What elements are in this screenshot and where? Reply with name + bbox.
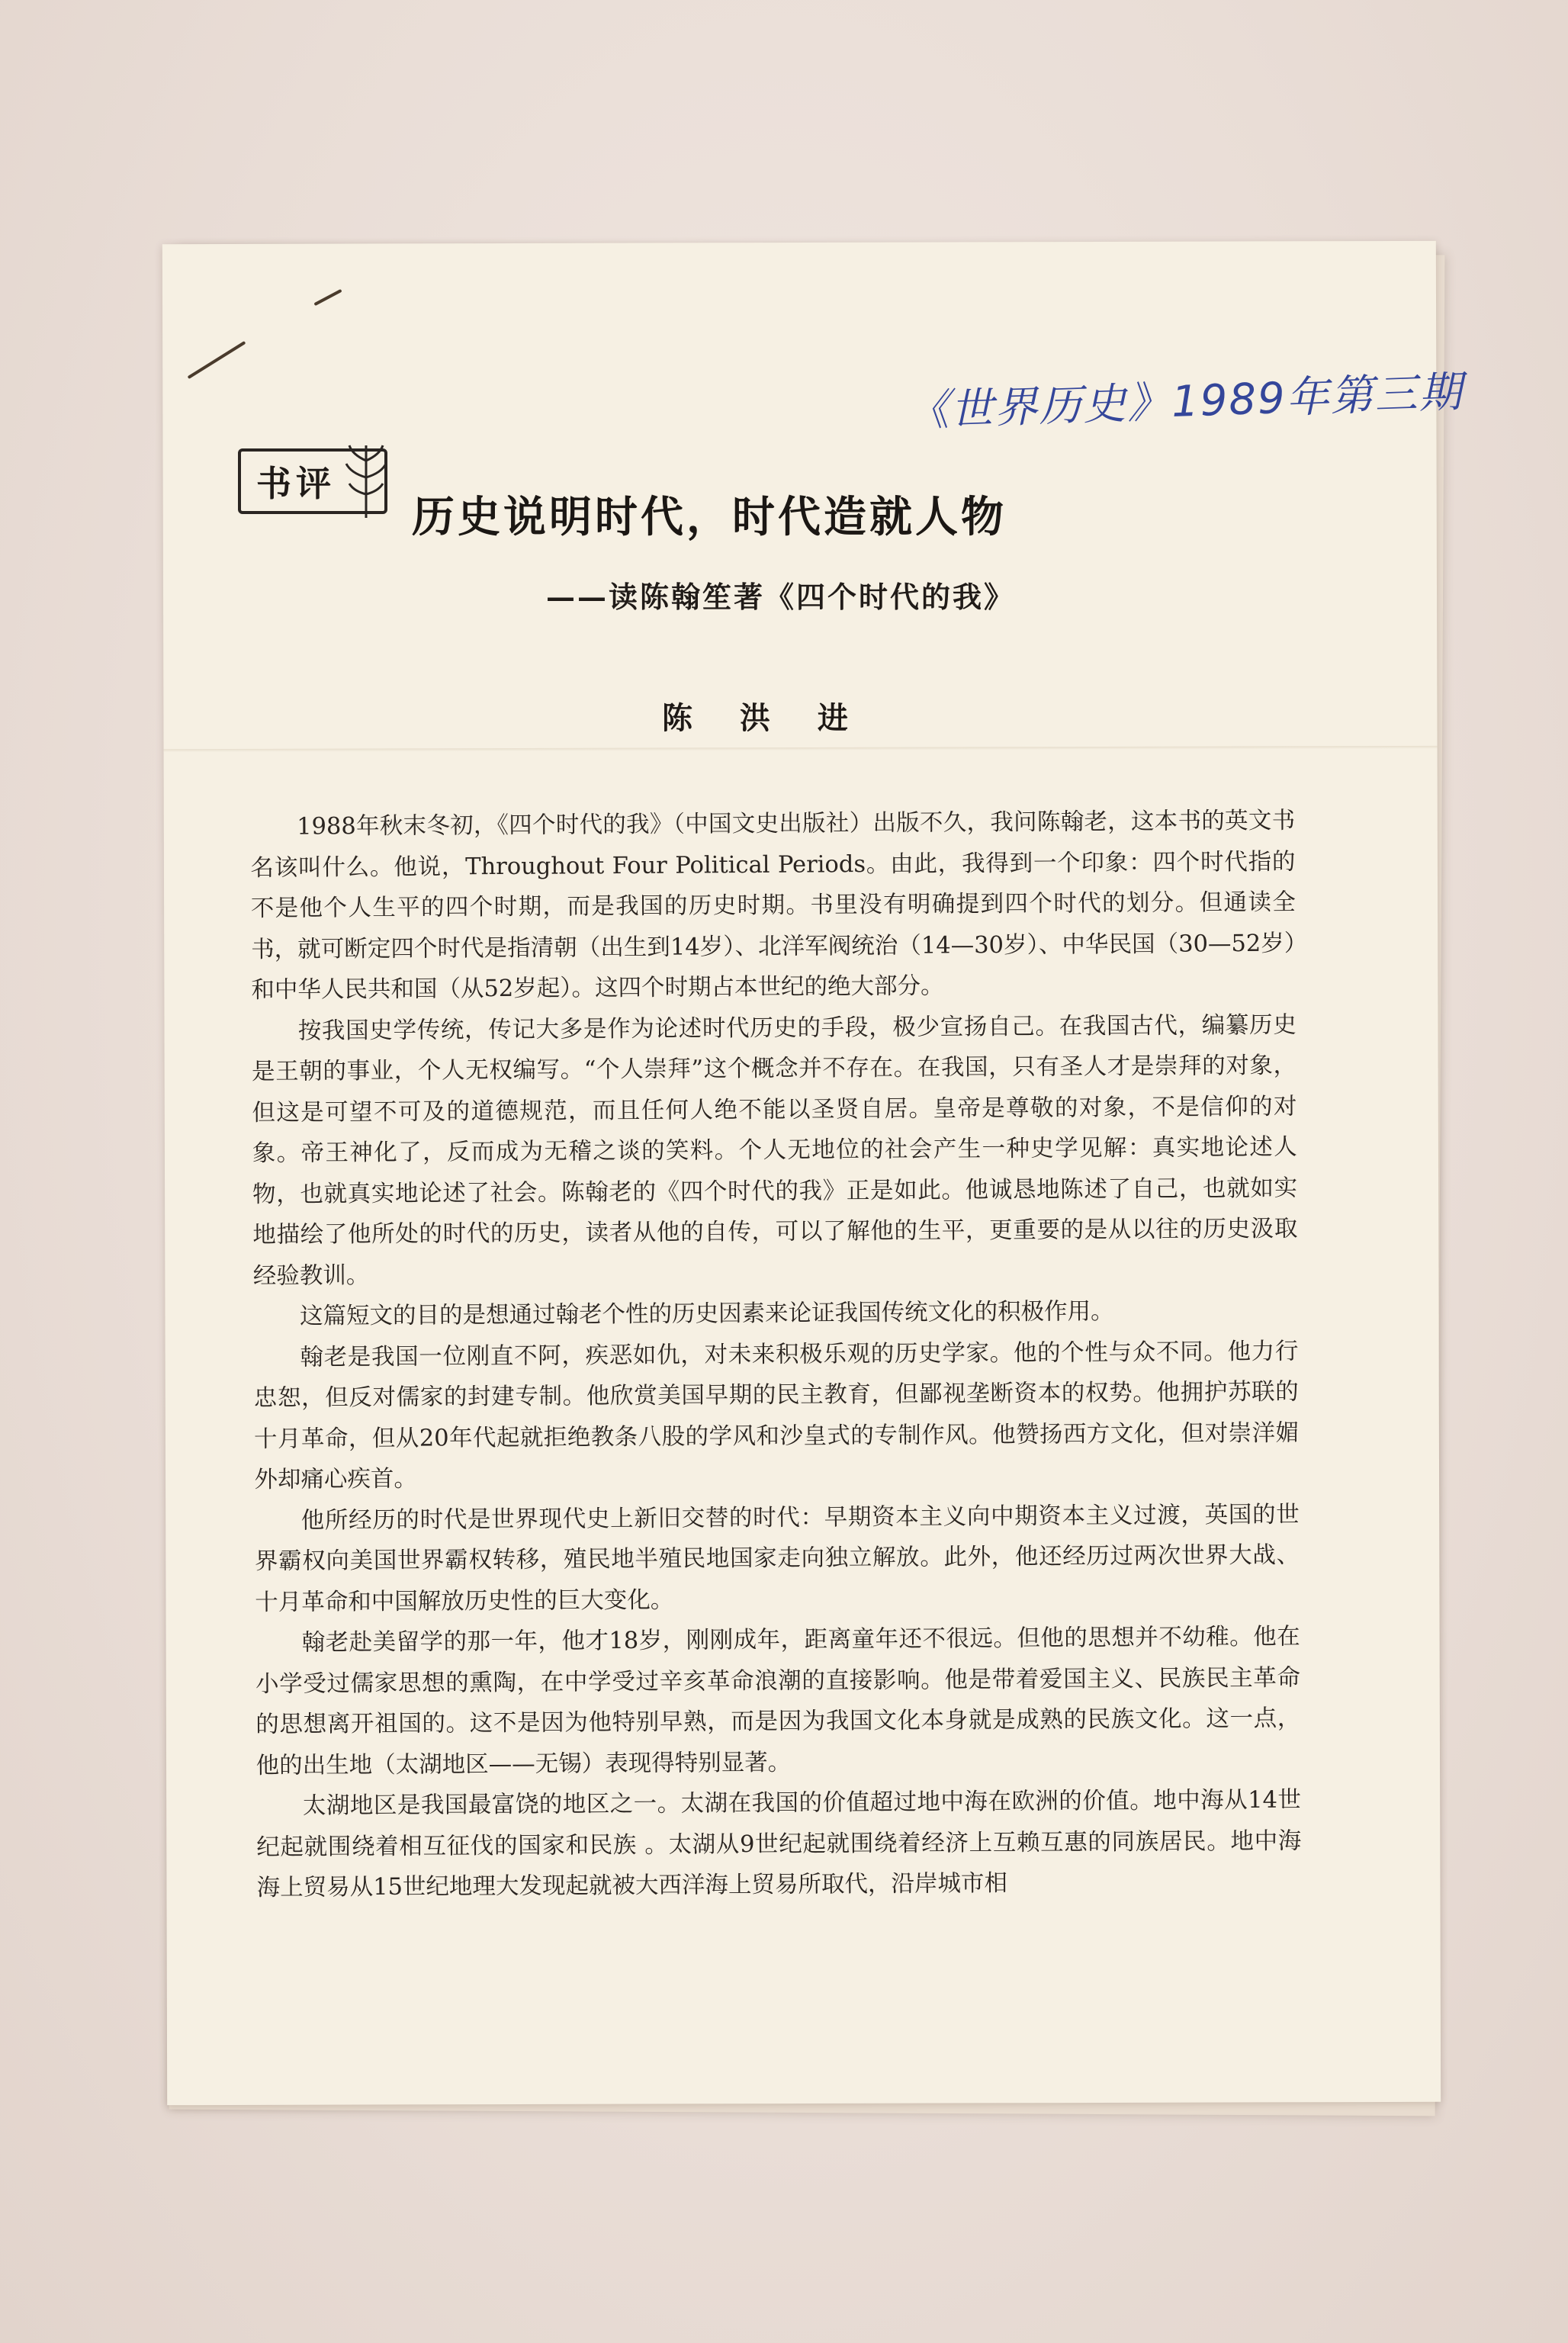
- body-paragraph: 翰老是我国一位刚直不阿，疾恶如仇，对未来积极乐观的历史学家。他的个性与众不同。他力行忠恕，但反对儒家的封建专制。他欣赏美国早期的民主教育，但鄙视垄断资本的权势。他拥护苏联的十月革命，但从20年代起就拒绝教条八股的学风和沙皇式的专制作风。他赞扬西方文化，但对崇洋媚外却痛心疾首。: [253, 1338, 1300, 1493]
- article-body: [250, 801, 1302, 1909]
- body-paragraph: 翰老赴美留学的那一年，他才18岁，刚刚成年，距离童年还不很远。但他的思想并不幼稚。他在小学受过儒家思想的熏陶，在中学受过辛亥革命浪潮的直接影响。他是带着爱国主义、民族民主革命的思想离开祖国的。这不是因为他特别早熟，而是因为我国文化本身就是成熟的民族文化。这一点，他的出生地（太湖地区——无锡）表现得特别显著。: [255, 1623, 1301, 1779]
- sheet-fold-edge: [164, 746, 1438, 752]
- body-paragraph: 按我国史学传统，传记大多是作为论述时代历史的手段，极少宣扬自己。在我国古代，编纂历史是王朝的事业，个人无权编写。“个人崇拜”这个概念并不存在。在我国，只有圣人才是崇拜的对象，但这是可望不可及的道德规范，而且任何人绝不能以圣贤自居。皇帝是尊敬的对象，不是信仰的对象。帝王神化了，反而成为无稽之谈的笑料。个人无地位的社会产生一种史学见解：真实地论述人物，也就真实地论述了社会。陈翰老的《四个时代的我》正是如此。他诚恳地陈述了自己，也就如实地描绘了他所处的时代的历史，读者从他的自传，可以了解他的生平，更重要的是从以往的历史汲取经验教训。: [252, 1011, 1298, 1290]
- body-paragraph: 太湖地区是我国最富饶的地区之一。太湖在我国的价值超过地中海在欧洲的价值。地中海从14世纪起就围绕着相互征伐的国家和民族 。太湖从9世纪起就围绕着经济上互赖互惠的同族居民。地中海海上贸易从15世纪地理大发现起就被大西洋海上贸易所取代，沿岸城市相: [256, 1786, 1302, 1901]
- column-tag: [238, 448, 387, 514]
- article-title: 历史说明时代，时代造就人物: [412, 493, 1007, 542]
- handwritten-annotation: 《世界历史》1989年第三期: [905, 367, 1464, 437]
- column-tag-label: 书评: [256, 463, 336, 504]
- body-paragraph: 他所经历的时代是世界现代史上新旧交替的时代：早期资本主义向中期资本主义过渡，英国的世界霸权向美国世界霸权转移，殖民地半殖民地国家走向独立解放。此外，他还经历过两次世界大战、十月革命和中国解放历史性的巨大变化。: [254, 1501, 1300, 1616]
- body-paragraph: 1988年秋末冬初，《四个时代的我》（中国文史出版社）出版不久，我问陈翰老，这本书的英文书名该叫什么。他说，Throughout Four Political Periods。由此，我得到一个印象：四个时代指的不是他个人生平的四个时期，而是我国的历史时期。书里没有明确提到四个时代的划分。但通读全书，就可断定四个时代是指清朝（出生到14岁）、北洋军阀统治（14—30岁）、中华民国（30—52岁）和中华人民共和国（从52岁起）。这四个时期占本世纪的绝大部分。: [250, 807, 1296, 1004]
- sprig-icon: [343, 438, 389, 522]
- article-author: 陈 洪 进: [662, 700, 866, 736]
- article-subtitle: ——读陈翰笙著《四个时代的我》: [546, 580, 1016, 614]
- body-paragraph: 这篇短文的目的是想通过翰老个性的历史因素来论证我国传统文化的积极作用。: [299, 1298, 1114, 1330]
